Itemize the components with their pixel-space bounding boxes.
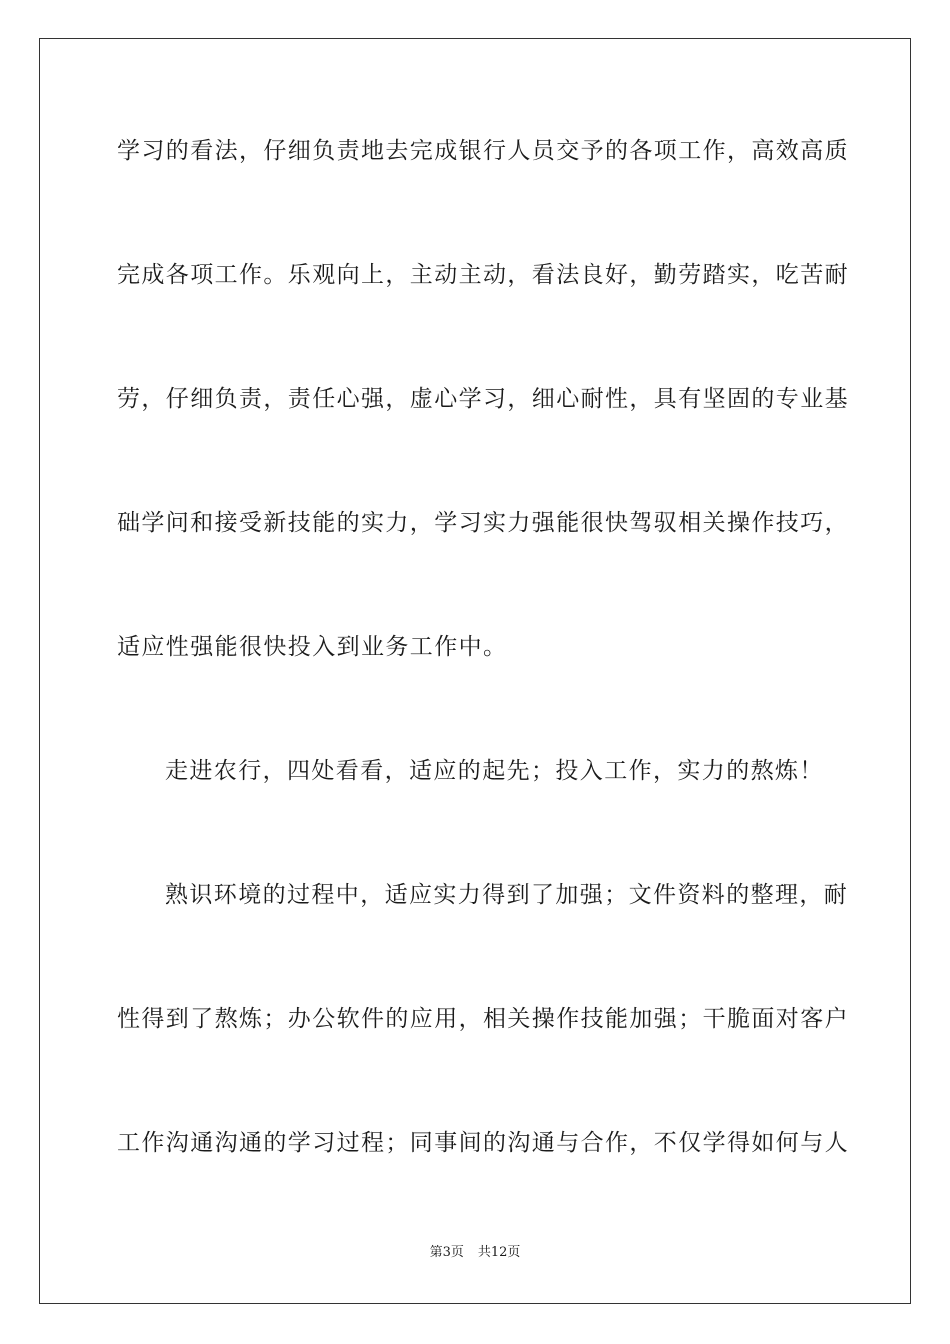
paragraph-line: 适应性强能很快投入到业务工作中。 — [117, 634, 508, 660]
paragraph-line: 走进农行，四处看看，适应的起先；投入工作，实力的熬炼！ — [165, 758, 824, 784]
paragraph-line: 学习的看法，仔细负责地去完成银行人员交予的各项工作，高效高质 — [117, 138, 849, 164]
paragraph-line: 性得到了熬炼；办公软件的应用，相关操作技能加强；干脆面对客户 — [117, 1006, 849, 1032]
paragraph-line: 工作沟通沟通的学习过程；同事间的沟通与合作，不仅学得如何与人 — [117, 1130, 849, 1156]
page-footer — [0, 1243, 950, 1263]
paragraph-line: 础学问和接受新技能的实力，学习实力强能很快驾驭相关操作技巧， — [117, 510, 849, 536]
page-total: 共12页 — [477, 1245, 521, 1260]
page-border — [39, 38, 911, 1304]
paragraph-line: 熟识环境的过程中，适应实力得到了加强；文件资料的整理，耐 — [165, 882, 849, 908]
page-number: 第3页 — [429, 1245, 464, 1260]
paragraph-line: 劳，仔细负责，责任心强，虚心学习，细心耐性，具有坚固的专业基 — [117, 386, 849, 412]
paragraph-line: 完成各项工作。乐观向上，主动主动，看法良好，勤劳踏实，吃苦耐 — [117, 262, 849, 288]
